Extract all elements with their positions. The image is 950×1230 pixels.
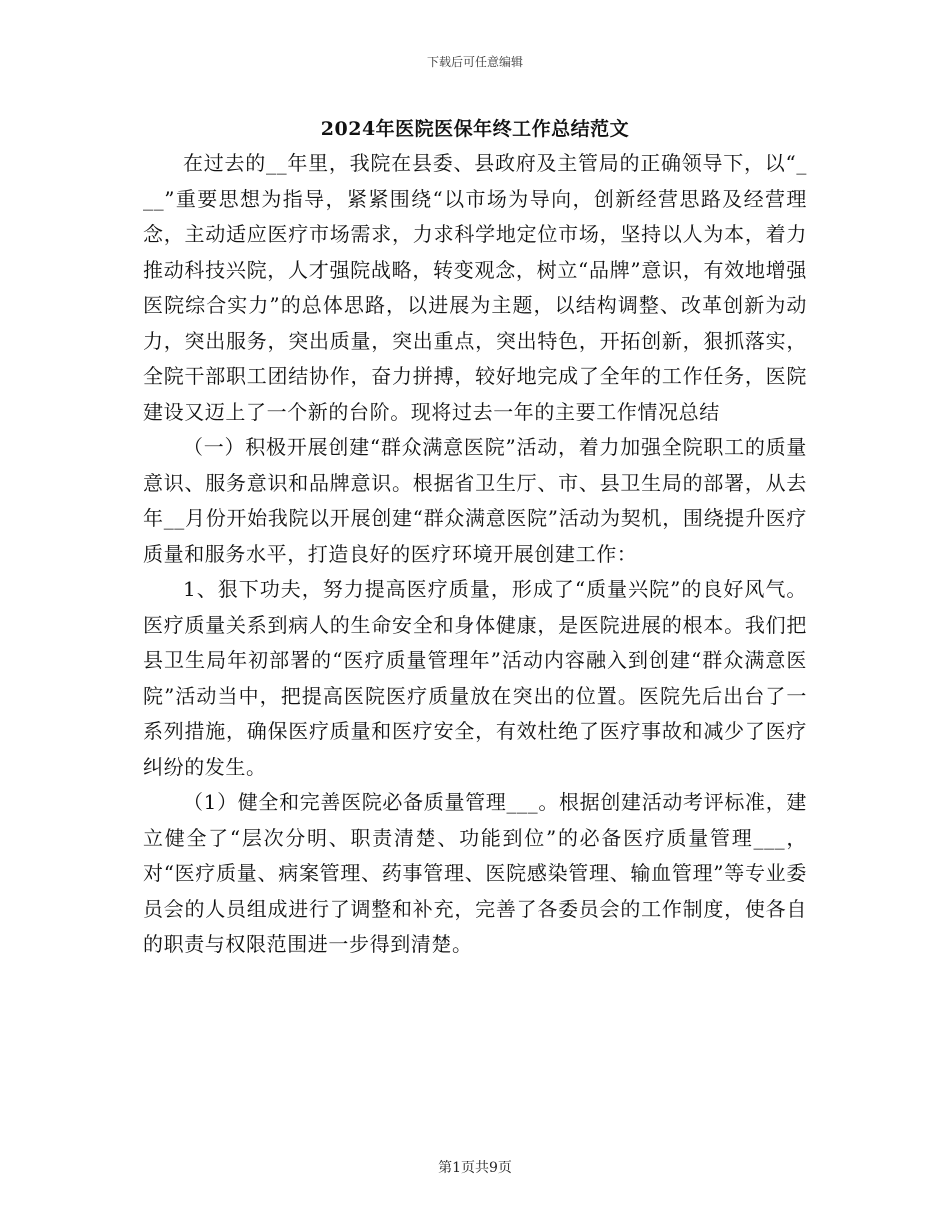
- header-note: 下载后可任意编辑: [426, 55, 523, 69]
- paragraph-subitem-1: （1）健全和完善医院必备质量管理___。根据创建活动考评标准，建立健全了“层次分明、职责清楚、功能到位”的必备医疗质量管理___，对“医疗质量、病案管理、药事管理、医院感染管理、输血管理”等专业委员会的人员组成进行了调整和补充，完善了各委员会的工作制度，使各自的职责与权限范围进一步得到清楚。: [143, 790, 807, 956]
- document-title: 2024年医院医保年终工作总结范文: [320, 118, 630, 140]
- paragraph-intro: 在过去的__年里，我院在县委、县政府及主管局的正确领导下，以“___”重要思想为指导，紧紧围绕“以市场为导向，创新经营思路及经营理念，主动适应医疗市场需求，力求科学地定位市场，坚持以人为本，着力推动科技兴院，人才强院战略，转变观念，树立“品牌”意识，有效地增强医院综合实力”的总体思路，以进展为主题，以结构调整、改革创新为动力，突出服务，突出质量，突出重点，突出特色，开拓创新，狠抓落实，全院干部职工团结协作，奋力拼搏，较好地完成了全年的工作任务，医院建设又迈上了一个新的台阶。现将过去一年的主要工作情况总结: [143, 151, 807, 424]
- paragraph-item-1: 1、狠下功夫，努力提高医疗质量，形成了“质量兴院”的良好风气。医疗质量关系到病人的生命安全和身体健康，是医院进展的根本。我们把县卫生局年初部署的“医疗质量管理年”活动内容融入到创建“群众满意医院”活动当中，把提高医院医疗质量放在突出的位置。医院先后出台了一系列措施，确保医疗质量和医疗安全，有效杜绝了医疗事故和减少了医疗纠纷的发生。: [143, 577, 807, 779]
- page-number-footer: 第1页共9页: [438, 1160, 512, 1176]
- document-body: [143, 146, 807, 963]
- paragraph-section-1: （一）积极开展创建“群众满意医院”活动，着力加强全院职工的质量意识、服务意识和品牌意识。根据省卫生厅、市、县卫生局的部署，从去年__月份开始我院以开展创建“群众满意医院”活动为契机，围绕提升医疗质量和服务水平，打造良好的医疗环境开展创建工作：: [143, 435, 807, 566]
